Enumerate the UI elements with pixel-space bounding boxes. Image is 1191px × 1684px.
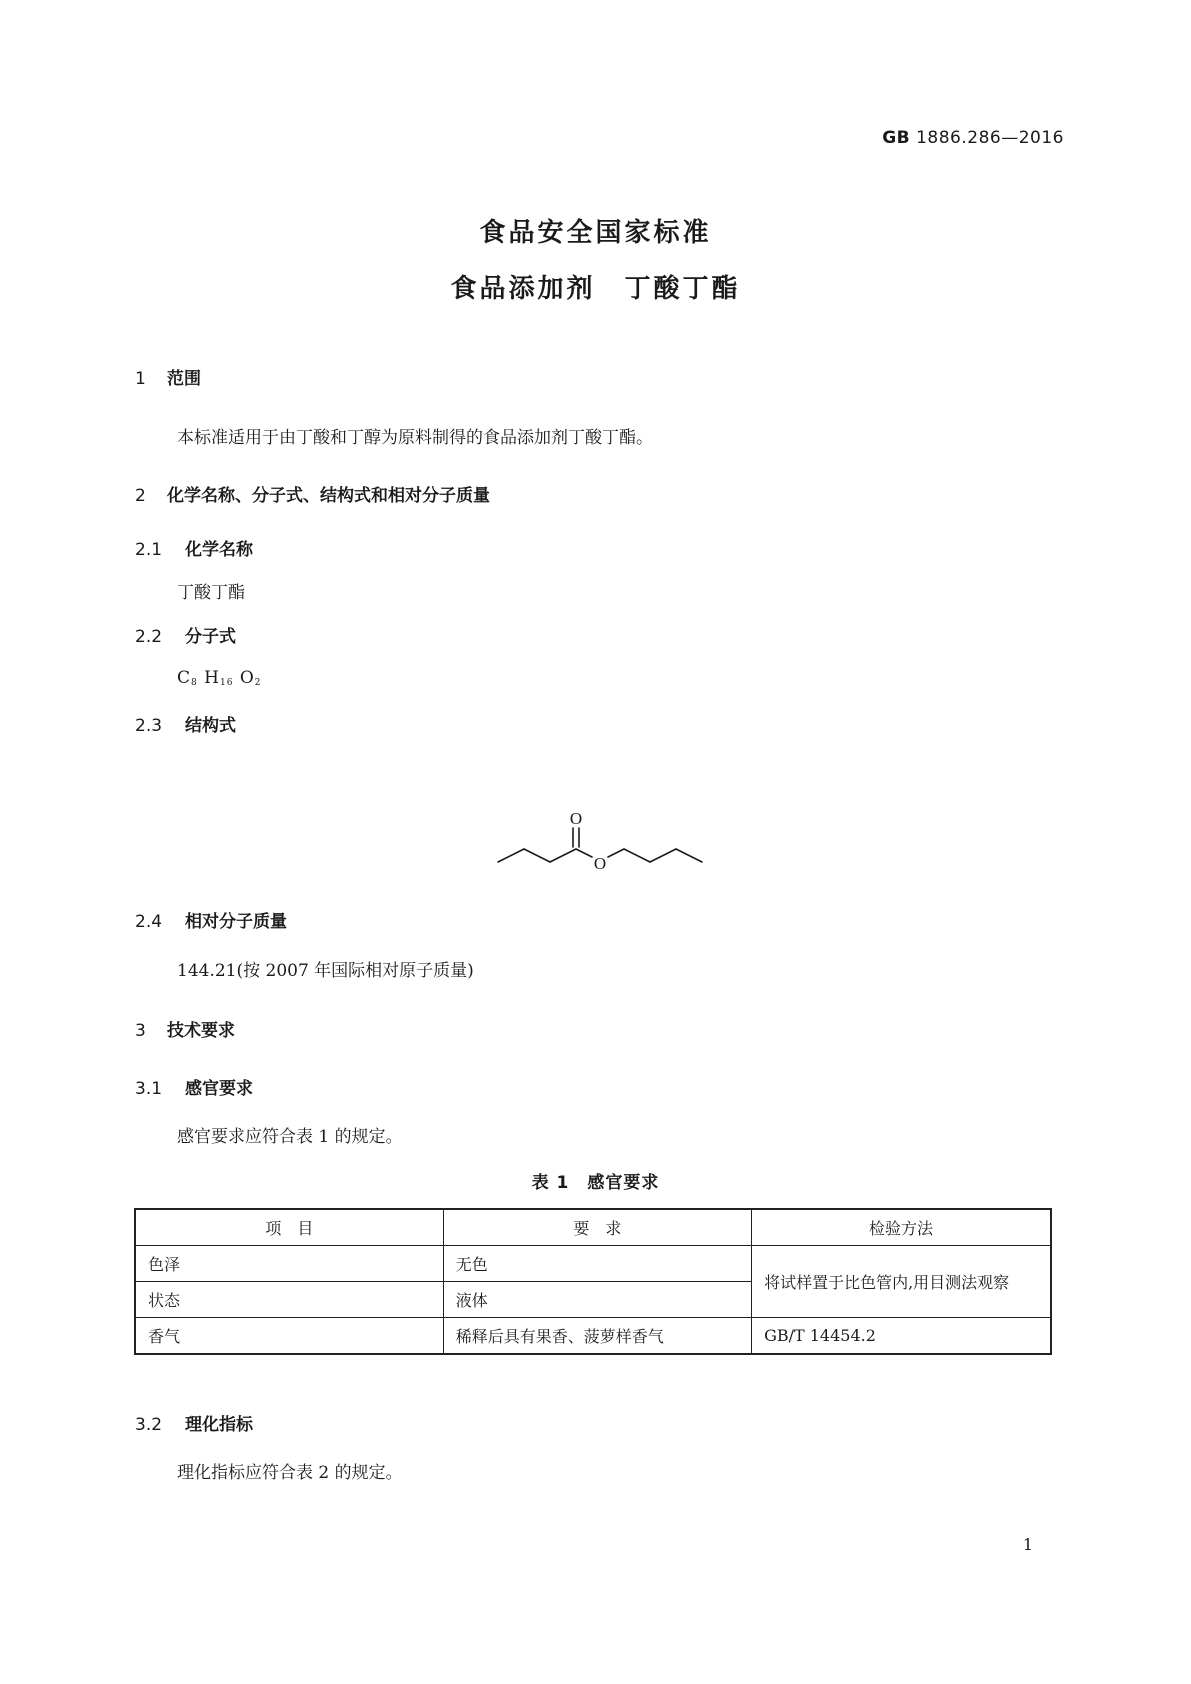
table-cell: 香气: [135, 1318, 443, 1355]
section-3-2-heading: [135, 1410, 253, 1435]
table-header-row: [135, 1209, 1051, 1246]
section-number: 2.1: [135, 540, 163, 560]
section-2-3-heading: [135, 711, 236, 736]
section-number: 2: [135, 486, 146, 506]
section-title: 范围: [167, 369, 201, 389]
section-2-2-heading: [135, 622, 236, 647]
document-subtitle: 食品添加剂 丁酸丁酯: [450, 274, 741, 304]
section-title: 相对分子质量: [185, 912, 287, 932]
section-number: 2.2: [135, 627, 163, 647]
bond: [608, 849, 624, 857]
section-1-text: 本标准适用于由丁酸和丁醇为原料制得的食品添加剂丁酸丁酯。: [177, 428, 653, 448]
table-cell: 无色: [443, 1246, 751, 1282]
bond: [676, 849, 702, 862]
section-number: 3: [135, 1021, 146, 1041]
formula-c-count: 8: [191, 678, 198, 688]
section-2-1-heading: [135, 535, 253, 560]
section-number: 3.2: [135, 1415, 163, 1435]
section-title: 感官要求: [185, 1079, 253, 1099]
structural-formula: [490, 808, 715, 880]
table-cell: 将试样置于比色管内,用目测法观察: [752, 1246, 1051, 1318]
atom-o-carbonyl: O: [569, 809, 583, 828]
section-title: 化学名称: [185, 540, 253, 560]
table-header-cell: 要 求: [443, 1209, 751, 1246]
section-3-2-text: 理化指标应符合表 2 的规定。: [177, 1463, 403, 1483]
section-2-heading: [135, 481, 490, 506]
table-row: [135, 1246, 1051, 1282]
table-header-cell: 检验方法: [752, 1209, 1051, 1246]
bond: [498, 849, 524, 862]
formula-h-count: 16: [219, 678, 234, 688]
section-3-1-heading: [135, 1074, 253, 1099]
section-number: 3.1: [135, 1079, 163, 1099]
table-cell: 色泽: [135, 1246, 443, 1282]
formula-o-count: 2: [254, 678, 262, 688]
formula-h: H: [204, 668, 220, 688]
chemical-name: 丁酸丁酯: [177, 583, 245, 603]
bond: [524, 849, 550, 862]
table-cell: GB/T 14454.2: [752, 1318, 1051, 1355]
standard-code: 1886.286—2016: [916, 128, 1064, 148]
molecular-mass: 144.21(按 2007 年国际相对原子质量): [177, 961, 474, 981]
document-title: 食品安全国家标准: [479, 218, 712, 248]
section-title: 结构式: [185, 716, 236, 736]
section-1-heading: [135, 364, 201, 389]
table-cell: 液体: [443, 1282, 751, 1318]
formula-c: C: [177, 668, 192, 688]
section-number: 2.3: [135, 716, 163, 736]
table-cell: 状态: [135, 1282, 443, 1318]
section-3-1-text: 感官要求应符合表 1 的规定。: [177, 1127, 403, 1147]
table-header-cell: 项 目: [135, 1209, 443, 1246]
section-title: 理化指标: [185, 1415, 253, 1435]
standard-prefix: GB: [882, 128, 911, 148]
molecular-formula: [177, 668, 262, 688]
table-1: [134, 1208, 1052, 1355]
formula-o: O: [239, 668, 255, 688]
section-2-4-heading: [135, 907, 287, 932]
atom-o-ester: O: [593, 854, 607, 873]
table-row: [135, 1318, 1051, 1355]
page-number: 1: [1022, 1535, 1033, 1554]
section-3-heading: [135, 1016, 235, 1041]
section-number: 1: [135, 369, 146, 389]
bond: [624, 849, 650, 862]
bond: [650, 849, 676, 862]
table-1-caption: 表 1 感官要求: [531, 1173, 660, 1193]
section-title: 分子式: [185, 627, 236, 647]
standard-number: [882, 128, 1064, 148]
table-cell: 稀释后具有果香、菠萝样香气: [443, 1318, 751, 1355]
bond: [576, 849, 592, 857]
bond: [550, 849, 576, 862]
section-number: 2.4: [135, 912, 163, 932]
section-title: 技术要求: [167, 1021, 235, 1041]
section-title: 化学名称、分子式、结构式和相对分子质量: [167, 486, 490, 506]
